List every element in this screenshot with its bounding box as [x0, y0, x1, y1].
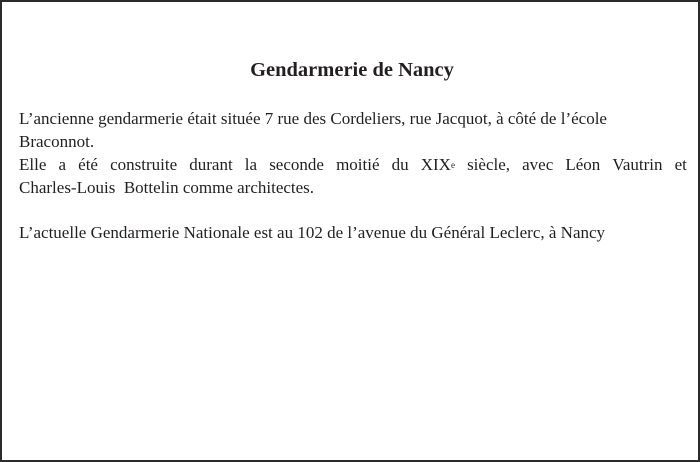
word: construite	[110, 155, 178, 174]
century-numeral	[421, 153, 455, 176]
paragraph-line: Charles-Louis Bottelin comme architectes.	[19, 178, 315, 197]
word: durant	[189, 155, 233, 174]
word: avec	[522, 155, 554, 174]
word: Léon	[565, 155, 601, 174]
paragraph-current-location	[19, 221, 687, 244]
word: et	[674, 155, 687, 174]
paragraph-line: Braconnot.	[19, 132, 95, 151]
paragraph-line-justified	[19, 153, 687, 176]
word: la	[244, 155, 258, 174]
word: Elle	[19, 155, 47, 174]
word: été	[78, 155, 98, 174]
paragraph-line: L’actuelle Gendarmerie Nationale est au 102 de l’avenue du Général Leclerc, à Nancy	[19, 223, 606, 242]
word: seconde	[269, 155, 324, 174]
paragraph-construction	[19, 153, 687, 199]
word: Vautrin	[612, 155, 663, 174]
word: siècle,	[467, 155, 511, 174]
paragraph-former-location	[19, 107, 687, 153]
century-superscript: e	[450, 160, 455, 170]
document-title: Gendarmerie de Nancy	[250, 59, 454, 81]
paragraph-line: L’ancienne gendarmerie était située 7 rue des Cordeliers, rue Jacquot, à côté de l’école	[19, 109, 607, 128]
word: moitié	[336, 155, 380, 174]
word: du	[391, 155, 409, 174]
word: a	[58, 155, 67, 174]
century-roman: XIX	[420, 155, 451, 174]
